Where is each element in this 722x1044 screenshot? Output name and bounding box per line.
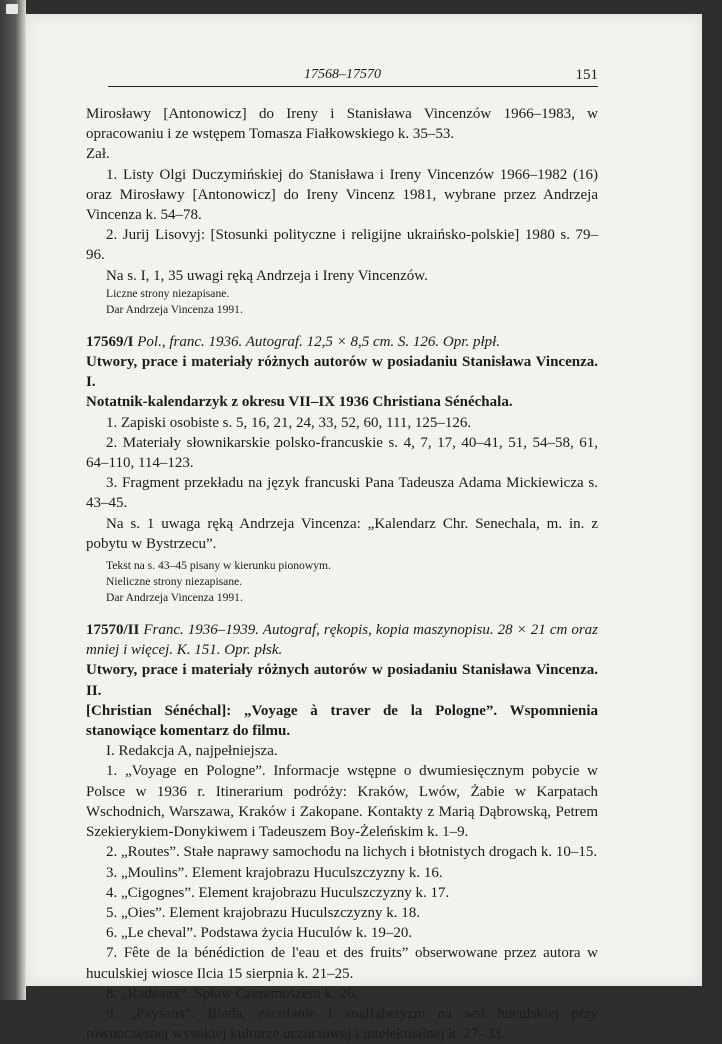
entry-item: 5. „Oies”. Element krajobrazu Huculszczyzny k. 18. [106,904,421,921]
entry-title: Utwory, prace i materiały różnych autorów w posiadaniu Stanisława Vincenza. II. [86,662,598,699]
intro-attachment-label: Zał. [86,146,110,163]
entry-meta: Franc. 1936–1939. Autograf, rękopis, kopia maszynopisu. 28 × 21 cm oraz mniej i więcej. K. 151. Opr. płsk. [86,622,598,659]
page-body [86,104,598,1044]
entry-heading [86,620,598,660]
entry-number: 17570/II [86,622,140,639]
entry-heading [86,332,598,352]
entry-item: 4. „Cigognes”. Element krajobrazu Huculszczyzny k. 17. [106,884,450,901]
entry-item: 6. „Le cheval”. Podstawa życia Huculów k. 19–20. [106,925,413,942]
entry-item: 1. Zapiski osobiste s. 5, 16, 21, 24, 33, 52, 60, 111, 125–126. [106,414,472,431]
entry-item: 3. Fragment przekładu na język francuski Pana Tadeusza Adama Mickiewicza s. 43–45. [86,475,598,512]
entry-subtitle: Notatnik-kalendarzyk z okresu VII–IX 1936 Christiana Sénéchala. [86,394,513,411]
scanner-edge [0,0,26,1000]
page-number: 151 [575,67,598,83]
entry-remark: Na s. 1 uwaga ręką Andrzeja Vincenza: „Kalendarz Chr. Senechala, m. in. z pobytu w Bystrzecu”. [86,515,598,552]
entry-item: 2. Materiały słownikarskie polsko-francuskie s. 4, 7, 17, 40–41, 51, 54–58, 61, 64–110, 114–123. [86,434,598,472]
entry-item: 9. „Paysans”. Bieda, zacofanie i analfabetyzm na wsi huculskiej przy równoczesnej wysokiej kulturze uczuciowej i intelektualnej k. 27–33. [86,1005,598,1043]
intro-paragraph: Mirosławy [Antonowicz] do Ireny i Stanisława Vincenzów 1966–1983, w opracowaniu i ze wstępem Tomasza Fiałkowskiego k. 35–53. [86,106,598,143]
entry-note: Dar Andrzeja Vincenza 1991. [106,591,243,605]
entry-meta: Pol., franc. 1936. Autograf. 12,5 × 8,5 cm. S. 126. Opr. płpł. [137,333,501,350]
intro-item: 2. Jurij Lisovyj: [Stosunki polityczne i religijne ukraińsko-polskie] 1980 s. 79–96. [86,227,598,264]
entry-item: 1. „Voyage en Pologne”. Informacje wstępne o dwumiesięcznym pobycie w Polsce w 1936 r. Itinerarium podróży: Kraków, Lwów, Żabie w Karpatach Wschodnich, Warszawa, Kraków i Zakopane. Kontakty z Marią Dąbrowską, Petrem Szekierykiem-Donykiwem i Tadeuszem Boy-Żeleńskim k. 1–9. [86,763,598,841]
entry-subtitle: [Christian Sénéchal]: „Voyage à traver de la Pologne”. Wspomnienia stanowiące komentarz do filmu. [86,702,598,740]
running-header [108,61,598,87]
entry-title: Utwory, prace i materiały różnych autorów w posiadaniu Stanisława Vincenza. I. [86,354,598,391]
section-heading: I. Redakcja A, najpełniejsza. [106,743,278,760]
entry-note: Tekst na s. 43–45 pisany w kierunku pionowym. [106,559,331,573]
entry-item: 8. „Radeaux”. Spław Czeremoszem k. 26. [106,985,359,1002]
entry-note: Nieliczne strony niezapisane. [106,575,243,589]
intro-item: 1. Listy Olgi Duczymińskiej do Stanisława i Ireny Vincenzów 1966–1982 (16) oraz Mirosławy [Antonowicz] do Ireny Vincenz 1981, wybrane przez Andrzeja Vincenza k. 54–78. [86,166,598,224]
entry-range: 17568–17570 [304,67,381,82]
entry-item: 3. „Moulins”. Element krajobrazu Huculszczyzny k. 16. [106,864,443,881]
intro-remark: Na s. I, 1, 35 uwagi ręką Andrzeja i Ireny Vincenzów. [106,267,428,284]
entry-number: 17569/I [86,333,134,350]
entry-item: 2. „Routes”. Stałe naprawy samochodu na lichych i błotnistych drogach k. 10–15. [106,844,598,861]
intro-note: Dar Andrzeja Vincenza 1991. [106,302,243,316]
entry-item: 7. Fête de la bénédiction de l'eau et des fruits” obserwowane przez autora w huculskiej wiosce Ilcia 15 sierpnia k. 21–25. [86,945,598,982]
intro-note: Liczne strony niezapisane. [106,286,230,300]
header-rule [108,86,598,87]
